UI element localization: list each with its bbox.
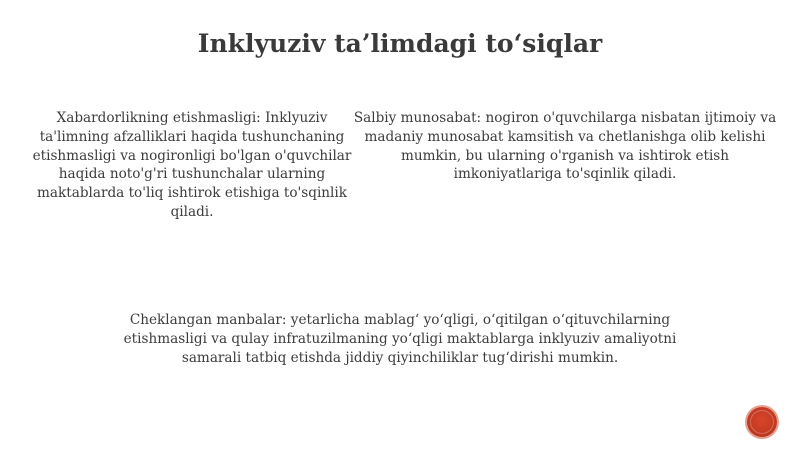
text-block-awareness: Xabardorlikning etishmasligi: Inklyuziv ta'limning afzalliklari haqida tushunchaning etishmasligi va nogironligi bo'lgan o'quvchilar haqida noto'g'ri tushunchalar ularning maktablarda to'liq ishtirok etishiga to'sqinlik qiladi.	[32, 110, 352, 220]
circle-nav-icon	[750, 410, 774, 434]
slide-nav-button[interactable]	[747, 407, 777, 437]
text-block-attitude: Salbiy munosabat: nogiron o'quvchilarga nisbatan ijtimoiy va madaniy munosabat kamsitish va chetlanishga olib kelishi mumkin, bu ularning o'rganish va ishtirok etish imkoniyatlariga to'sqinlik qiladi.	[353, 110, 777, 183]
slide-title: Inklyuziv ta’limdagi to‘siqlar	[197, 29, 603, 58]
text-block-resources: Cheklangan manbalar: yetarlicha mablag‘ yo‘qligi, o‘qitilgan o‘qituvchilarning etishmasligi va qulay infratuzilmaning yo‘qligi maktablarga inklyuziv amaliyotni samarali tatbiq etishda jiddiy qiyinchiliklar tug‘dirishi mumkin.	[123, 312, 677, 366]
